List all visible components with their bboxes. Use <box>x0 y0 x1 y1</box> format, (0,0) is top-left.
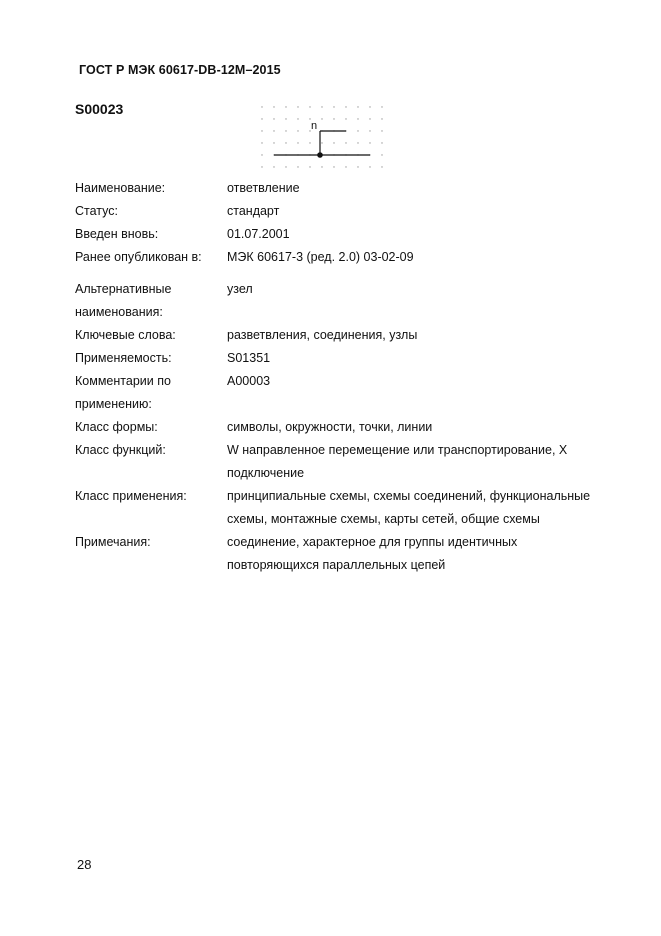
grid-dot <box>357 106 358 107</box>
property-label: Применяемость: <box>75 351 172 365</box>
properties-table <box>75 177 595 577</box>
property-value: W направленное перемещение или транспортирование, X подключение <box>227 443 568 480</box>
property-value: узел <box>227 282 253 296</box>
property-label: Альтернативные наименования: <box>75 282 172 319</box>
property-label: Примечания: <box>75 535 151 549</box>
grid-dot <box>273 130 274 131</box>
grid-dot <box>345 142 346 143</box>
symbol-id: S00023 <box>75 101 124 117</box>
property-value: принципиальные схемы, схемы соединений, функциональные схемы, монтажные схемы, карты сетей, общие схемы <box>227 489 591 526</box>
property-value: МЭК 60617-3 (ред. 2.0) 03-02-09 <box>227 250 414 264</box>
grid-dot <box>369 142 370 143</box>
grid-dot <box>321 118 322 119</box>
property-row <box>75 416 595 439</box>
property-label: Класс формы: <box>75 420 158 434</box>
grid-dot <box>309 142 310 143</box>
junction-dot <box>317 152 323 158</box>
grid-dot <box>297 166 298 167</box>
grid-dot <box>381 154 382 155</box>
property-row <box>75 200 595 223</box>
grid-dot <box>297 118 298 119</box>
grid-dot <box>285 130 286 131</box>
grid-dot <box>357 130 358 131</box>
document-header: ГОСТ Р МЭК 60617-DB-12M–2015 <box>79 63 281 77</box>
property-label: Ключевые слова: <box>75 328 176 342</box>
grid-dot <box>261 166 262 167</box>
property-label: Введен вновь: <box>75 227 159 241</box>
grid-dot <box>261 106 262 107</box>
grid-dot <box>381 166 382 167</box>
grid-dot <box>285 118 286 119</box>
grid-dot <box>369 130 370 131</box>
page-number: 28 <box>77 857 92 872</box>
grid-dot <box>309 106 310 107</box>
grid-dot <box>381 118 382 119</box>
grid-dot <box>321 142 322 143</box>
grid-dot <box>273 166 274 167</box>
property-row <box>75 223 595 246</box>
property-value: соединение, характерное для группы идентичных повторяющихся параллельных цепей <box>227 535 518 572</box>
grid-dot <box>297 130 298 131</box>
grid-dot <box>297 142 298 143</box>
property-label: Класс функций: <box>75 443 166 457</box>
property-value: S01351 <box>227 351 271 365</box>
grid-dot <box>261 142 262 143</box>
property-value: разветвления, соединения, узлы <box>227 328 418 342</box>
grid-dot <box>285 166 286 167</box>
property-value: 01.07.2001 <box>227 227 290 241</box>
property-label: Класс применения: <box>75 489 187 503</box>
property-label: Статус: <box>75 204 118 218</box>
grid-dot <box>369 106 370 107</box>
grid-dot <box>333 118 334 119</box>
grid-dot <box>381 142 382 143</box>
property-value: стандарт <box>227 204 280 218</box>
grid-dot <box>369 118 370 119</box>
property-row <box>75 324 595 347</box>
grid-dots <box>261 106 382 167</box>
property-row <box>75 347 595 370</box>
symbol-letter: n <box>311 120 318 132</box>
property-value: символы, окружности, точки, линии <box>227 420 433 434</box>
property-value: ответвление <box>227 181 300 195</box>
property-row <box>75 485 595 531</box>
grid-dot <box>369 166 370 167</box>
property-row <box>75 246 595 269</box>
property-row <box>75 370 595 416</box>
grid-dot <box>345 118 346 119</box>
grid-dot <box>321 166 322 167</box>
section-gap <box>75 269 595 278</box>
grid-dot <box>273 118 274 119</box>
property-row <box>75 439 595 485</box>
property-label: Ранее опубликован в: <box>75 250 202 264</box>
grid-dot <box>381 106 382 107</box>
grid-dot <box>309 166 310 167</box>
grid-dot <box>261 118 262 119</box>
grid-dot <box>321 106 322 107</box>
grid-dot <box>381 130 382 131</box>
grid-dot <box>285 142 286 143</box>
symbol-graphic <box>252 100 387 172</box>
grid-dot <box>333 166 334 167</box>
property-value: A00003 <box>227 374 271 388</box>
property-label: Комментарии по применению: <box>75 374 171 411</box>
grid-dot <box>357 142 358 143</box>
grid-dot <box>357 118 358 119</box>
grid-dot <box>261 130 262 131</box>
grid-dot <box>345 166 346 167</box>
grid-dot <box>273 142 274 143</box>
grid-dot <box>297 106 298 107</box>
property-label: Наименование: <box>75 181 166 195</box>
grid-dot <box>345 106 346 107</box>
property-row <box>75 177 595 200</box>
grid-dot <box>333 106 334 107</box>
grid-dot <box>285 106 286 107</box>
property-row <box>75 531 595 577</box>
grid-dot <box>357 166 358 167</box>
grid-dot <box>273 106 274 107</box>
property-row <box>75 278 595 324</box>
grid-dot <box>261 154 262 155</box>
grid-dot <box>333 142 334 143</box>
